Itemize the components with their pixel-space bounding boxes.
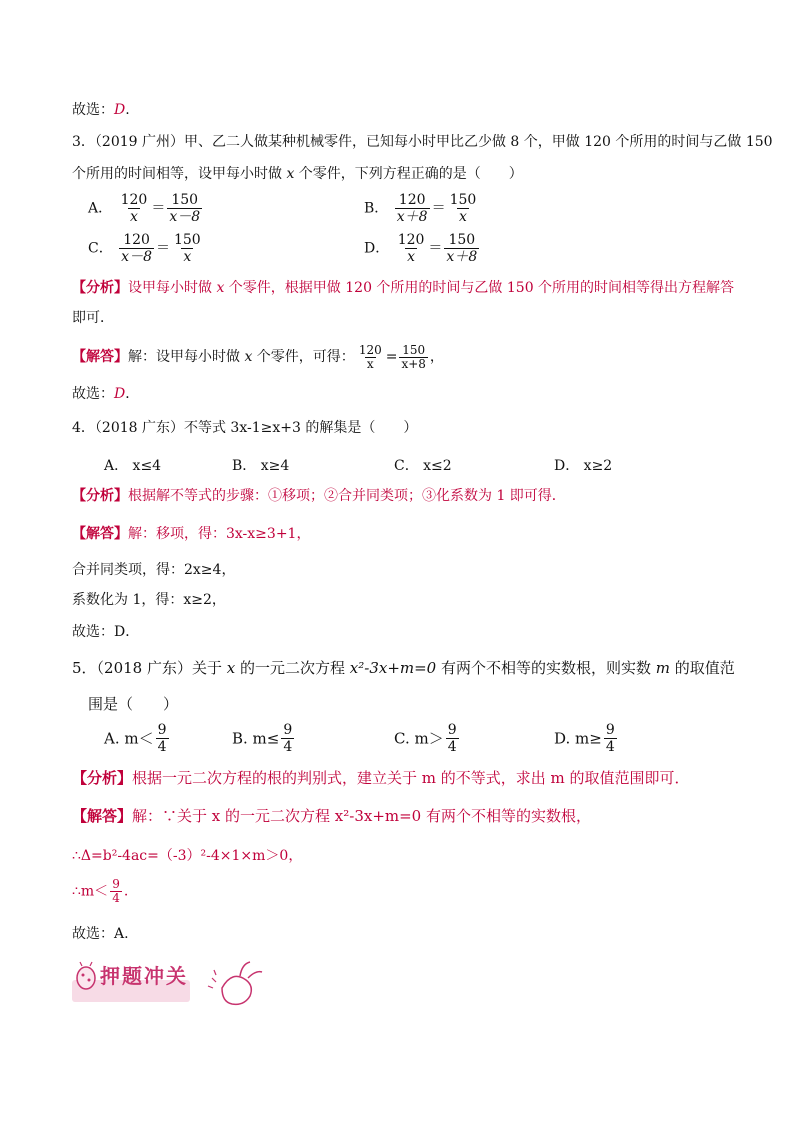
fraction	[110, 878, 122, 905]
q5-analysis	[72, 768, 690, 788]
ladybug-antenna	[90, 962, 92, 966]
q3-option-a	[88, 192, 204, 225]
q4-step3: 系数化为 1，得：x≥2，	[72, 592, 226, 608]
ladybug-spot	[82, 974, 85, 977]
rabbit-ears	[240, 962, 262, 978]
rabbit-icon	[222, 976, 251, 1004]
equals: ＝	[431, 200, 446, 217]
q4-option-b: B． x≥4	[232, 458, 290, 474]
numerator: 9	[283, 722, 293, 738]
q4-step2: 合并同类项，得：2x≥4，	[72, 562, 236, 578]
analysis-text: 设甲每小时做	[128, 280, 217, 296]
fraction	[357, 344, 384, 371]
denominator: x	[407, 249, 415, 265]
numerator: 150	[448, 232, 476, 248]
q3-var: x	[286, 166, 295, 182]
answer-text: 解：∵关于 x 的一元二次方程 x²-3x+m=0 有两个不相等的实数根，	[132, 807, 591, 825]
equals: ＝	[428, 240, 443, 257]
option-label: D．	[364, 240, 390, 257]
denominator: x	[129, 209, 138, 225]
q5-step2	[72, 878, 128, 905]
q4-analysis	[72, 486, 566, 506]
answer-text: 解：移项，得：3x-x≥3+1，	[128, 526, 311, 542]
option-prefix: A. m＜	[104, 729, 154, 748]
q5-stem-line2: 围是（ ）	[88, 695, 179, 713]
option-prefix: B. m≤	[232, 729, 280, 748]
step-end: .	[123, 883, 129, 900]
fraction	[444, 232, 479, 265]
ladybug-antenna	[80, 962, 82, 966]
q4-option-a: A． x≤4	[104, 458, 162, 474]
q3-option-d	[364, 232, 481, 265]
analysis-text: 个零件，根据甲做 120 个所用的时间与乙做 150 个所用的时间相等得出方程解答	[224, 280, 735, 296]
q3-stem-line1: 3．（2019 广州）甲、乙二人做某种机械零件，已知每小时甲比乙少做 8 个，甲做 120 个所用的时间与乙做 150	[72, 134, 773, 150]
q4-answer	[72, 524, 310, 544]
numerator: 120	[120, 192, 148, 208]
numerator: 120	[398, 192, 426, 208]
fraction	[604, 722, 617, 755]
q3-analysis-line2: 即可．	[72, 310, 114, 326]
analysis-tag: 【分析】	[72, 769, 133, 787]
denominator: x	[458, 209, 467, 225]
numerator: 120	[123, 232, 150, 248]
denominator: x－8	[169, 209, 201, 225]
choose-end: ．	[125, 386, 140, 402]
option-label: B．	[364, 200, 389, 217]
analysis-text: 根据一元二次方程的根的判别式，建立关于 m 的不等式，求出 m 的取值范围即可．	[132, 769, 690, 787]
denominator: x＋8	[396, 209, 428, 225]
q5-var: x	[226, 659, 236, 677]
q5-option-c	[394, 722, 461, 755]
q3-choose	[72, 384, 139, 404]
option-label: C．	[88, 240, 113, 257]
numerator: 120	[358, 342, 382, 357]
numerator: 9	[447, 722, 457, 738]
q4-stem: 4．（2018 广东）不等式 3x-1≥x+3 的解集是（ ）	[72, 420, 418, 436]
fraction	[281, 722, 294, 755]
q5-option-a	[104, 722, 171, 755]
equals: ＝	[151, 200, 166, 217]
option-label: A．	[88, 200, 113, 217]
q3-analysis	[72, 278, 734, 298]
q5-step1: ∴Δ=b²-4ac=（-3）²-4×1×m＞0，	[72, 848, 303, 864]
fraction	[448, 192, 479, 225]
q3-stem-part: 个所用的时间相等，设甲每小时做	[72, 166, 287, 182]
q5-equation: x²-3x+m=0	[349, 659, 437, 677]
ladybug-spot	[88, 979, 91, 982]
answer-tag: 【解答】	[72, 526, 128, 542]
q5-choose: 故选：A.	[72, 926, 129, 942]
q5-stem-line1	[72, 658, 735, 678]
option-prefix: D. m≥	[554, 729, 602, 748]
numerator: 9	[605, 722, 615, 738]
fraction	[395, 192, 430, 225]
fraction	[396, 232, 427, 265]
q5-stem-part: 的取值范	[670, 659, 735, 677]
choose-label: 故选：	[72, 386, 114, 402]
fraction	[446, 722, 459, 755]
choose-answer: D	[114, 102, 126, 118]
q5-stem-part: 的一元二次方程	[235, 659, 350, 677]
choose-answer: D	[114, 386, 126, 402]
denominator: 4	[605, 739, 615, 755]
q5-stem-part: 5．（2018 广东）关于	[72, 659, 227, 677]
answer-text: 个零件，可得：	[252, 349, 355, 365]
banner-title: 押题冲关	[100, 964, 188, 988]
analysis-var: x	[216, 280, 225, 296]
analysis-tag: 【分析】	[72, 280, 128, 296]
q5-stem-part: 有两个不相等的实数根，则实数	[436, 659, 656, 677]
numerator: 150	[449, 192, 477, 208]
fraction	[119, 232, 154, 265]
answer-text: 解：设甲每小时做	[128, 349, 245, 365]
numerator: 150	[173, 232, 201, 248]
q5-option-d	[554, 722, 619, 755]
numerator: 120	[397, 232, 425, 248]
fraction	[156, 722, 169, 755]
fraction	[167, 192, 202, 225]
ladybug-icon	[77, 967, 95, 989]
fraction	[119, 192, 150, 225]
q3-option-b	[364, 192, 480, 225]
denominator: x	[366, 356, 374, 371]
equals: =	[385, 349, 398, 365]
equals: ＝	[155, 240, 170, 257]
numerator: 150	[402, 342, 426, 357]
prev-answer-line	[72, 100, 130, 120]
fraction	[399, 344, 427, 371]
denominator: 4	[157, 739, 167, 755]
denominator: x－8	[121, 249, 152, 265]
answer-var: x	[244, 349, 253, 365]
choose-label: 故选：	[72, 102, 114, 118]
section-banner	[72, 958, 282, 1008]
q5-option-b	[232, 722, 296, 755]
denominator: 4	[447, 739, 457, 755]
numerator: 9	[112, 877, 120, 891]
fraction	[172, 232, 203, 265]
choose-end: .	[125, 102, 130, 118]
answer-end: ，	[429, 349, 444, 365]
q4-choose: 故选：D．	[72, 624, 140, 640]
answer-tag: 【解答】	[72, 807, 133, 825]
denominator: 4	[112, 891, 120, 905]
q3-answer	[72, 342, 444, 372]
q3-option-c	[88, 232, 205, 265]
q4-option-c: C． x≤2	[394, 458, 452, 474]
denominator: x＋8	[446, 249, 478, 265]
analysis-tag: 【分析】	[72, 488, 128, 504]
denominator: x+8	[401, 356, 426, 371]
q4-option-d: D． x≥2	[554, 458, 613, 474]
option-prefix: C. m＞	[394, 729, 444, 748]
analysis-text: 根据解不等式的步骤：①移项；②合并同类项；③化系数为 1 即可得．	[128, 488, 566, 504]
denominator: x	[183, 249, 192, 265]
denominator: 4	[283, 739, 293, 755]
numerator: 9	[157, 722, 167, 738]
sparkle-icon	[208, 970, 216, 988]
q3-stem-part: 个零件，下列方程正确的是（ ）	[294, 166, 523, 182]
step-text: ∴m＜	[72, 883, 109, 900]
q5-var-m: m	[655, 659, 671, 677]
q5-answer	[72, 806, 591, 826]
answer-tag: 【解答】	[72, 349, 128, 365]
numerator: 150	[171, 192, 199, 208]
q3-stem-line2	[72, 164, 523, 184]
